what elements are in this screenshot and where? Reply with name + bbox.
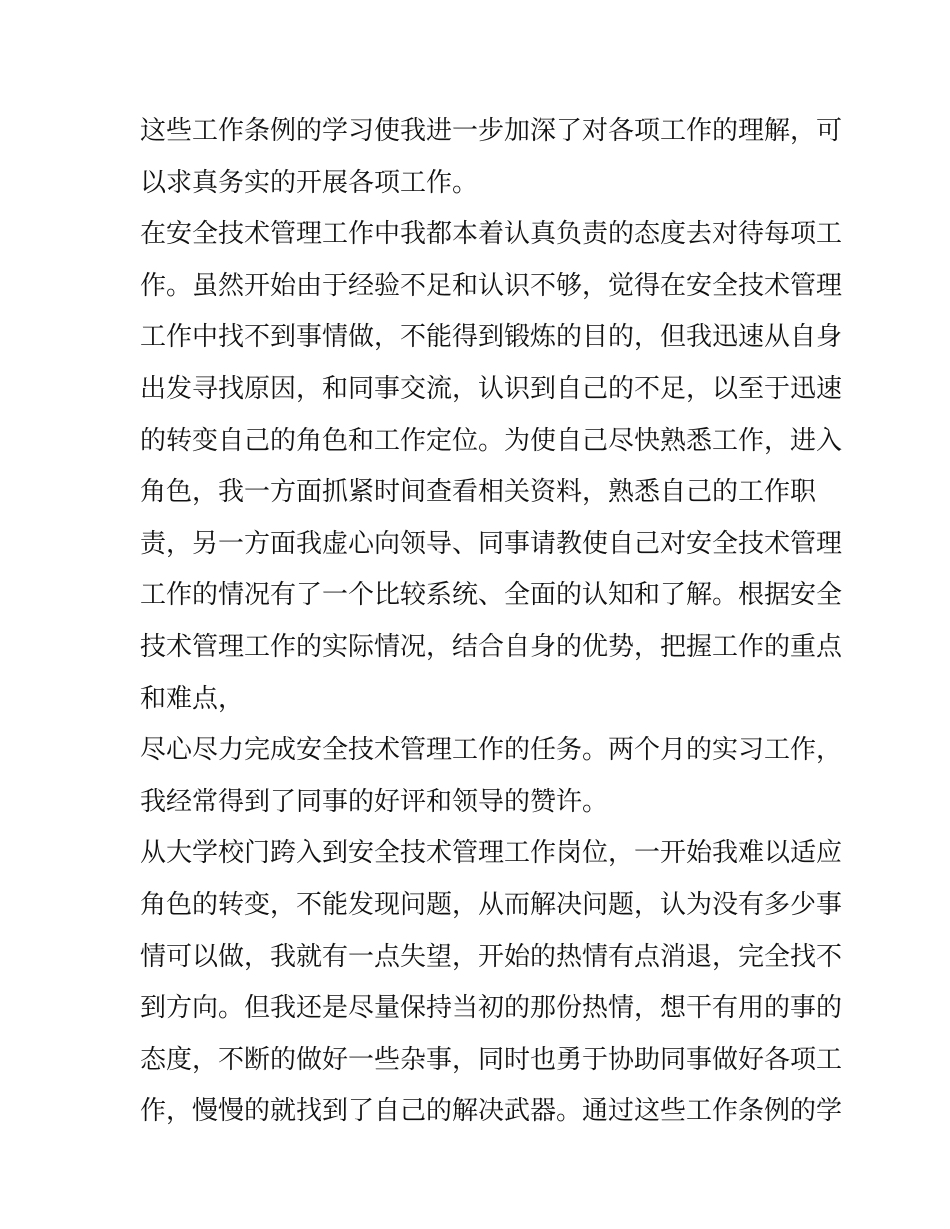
text-line: 作，慢慢的就找到了自己的解决武器。通过这些工作条例的学 — [140, 1096, 843, 1127]
text-line: 这些工作条例的学习使我进一步加深了对各项工作的理解，可 — [140, 116, 843, 146]
text-line: 从大学校门跨入到安全技术管理工作岗位，一开始我难以适应 — [140, 838, 843, 869]
text-line: 出发寻找原因，和同事交流，认识到自己的不足，以至于迅速 — [140, 373, 843, 404]
text-line: 在安全技术管理工作中我都本着认真负责的态度去对待每项工 — [140, 219, 843, 250]
text-line: 工作中找不到事情做，不能得到锻炼的目的，但我迅速从自身 — [140, 322, 843, 353]
document-body — [140, 106, 843, 1138]
text-line: 角色，我一方面抓紧时间查看相关资料，熟悉自己的工作职 — [140, 477, 817, 508]
text-line: 态度，不断的做好一些杂事，同时也勇于协助同事做好各项工 — [140, 1044, 843, 1075]
text-line: 情可以做，我就有一点失望，开始的热情有点消退，完全找不 — [140, 941, 843, 972]
text-line: 作。虽然开始由于经验不足和认识不够，觉得在安全技术管理 — [140, 270, 843, 301]
text-line: 和难点， — [140, 683, 245, 714]
text-line: 角色的转变，不能发现问题，从而解决问题，认为没有多少事 — [140, 889, 843, 920]
text-line: 尽心尽力完成安全技术管理工作的任务。两个月的实习工作， — [140, 735, 843, 766]
text-line: 工作的情况有了一个比较系统、全面的认知和了解。根据安全 — [140, 580, 843, 611]
text-line: 的转变自己的角色和工作定位。为使自己尽快熟悉工作，进入 — [140, 425, 843, 456]
text-line: 以求真务实的开展各项工作。 — [140, 167, 479, 198]
text-line: 责，另一方面我虚心向领导、同事请教使自己对安全技术管理 — [140, 528, 843, 559]
text-line: 技术管理工作的实际情况，结合自身的优势，把握工作的重点 — [140, 631, 843, 662]
text-line: 到方向。但我还是尽量保持当初的那份热情，想干有用的事的 — [140, 993, 843, 1024]
text-line: 我经常得到了同事的好评和领导的赞许。 — [140, 786, 609, 817]
